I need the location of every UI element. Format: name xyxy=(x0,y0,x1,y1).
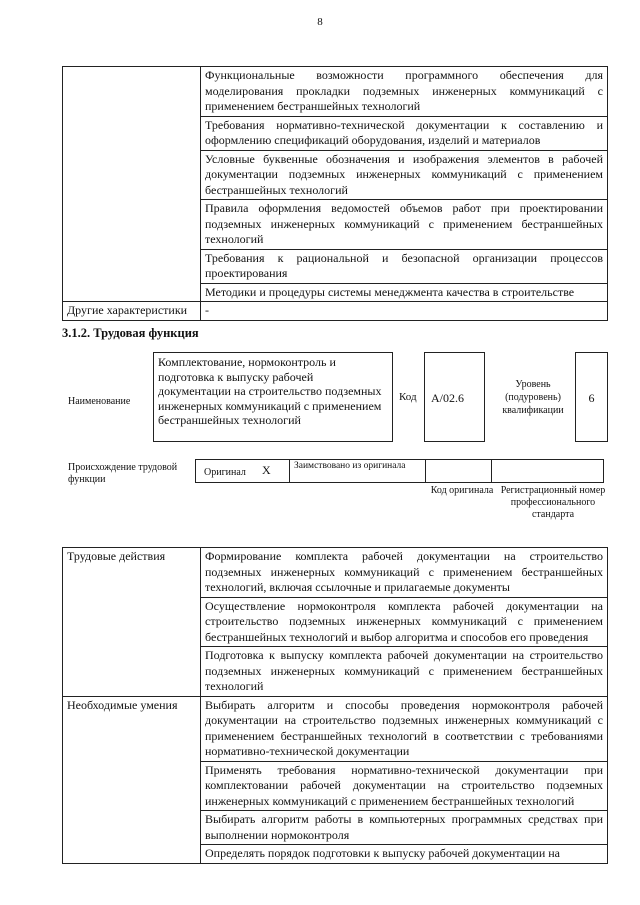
original-mark: X xyxy=(254,459,290,483)
table-cell: Осуществление нормоконтроля комплекта рабочей документации на строительство подземных инженерных коммуникаций с применением бестраншейных технологий и выбор алгоритма и способов его проведения xyxy=(201,597,608,647)
table-cell: Выбирать алгоритм и способы проведения нормоконтроля рабочей документации на строительство подземных инженерных коммуникаций с применением бестраншейных технологий в соответствии с требованиями нормативно-технической документации xyxy=(201,696,608,761)
origin-code-cell xyxy=(425,459,492,483)
original-cell: Оригинал xyxy=(195,459,255,483)
level-label: Уровень (подуровень) квалификации xyxy=(502,379,564,416)
labor-actions-table xyxy=(62,547,608,864)
borrowed-cell: Заимствовано из оригинала xyxy=(289,459,426,483)
table-cell: Функциональные возможности программного обеспечения для моделирования прокладки подземных инженерных коммуникаций с применением бестраншейных технологий xyxy=(201,67,608,117)
function-code-box: А/02.6 xyxy=(424,352,485,442)
table-row xyxy=(63,67,608,117)
row-label xyxy=(63,67,201,302)
table-cell: Методики и процедуры системы менеджмента качества в строительстве xyxy=(201,283,608,302)
registration-number-cell xyxy=(491,459,604,483)
table-cell: Формирование комплекта рабочей документации на строительство подземных инженерных коммуникаций с применением бестраншейных технологий, включая ссылочные и прилагаемые документы xyxy=(201,548,608,598)
table-cell: Подготовка к выпуску комплекта рабочей документации на строительство подземных инженерных коммуникаций с применением бестраншейных технологий xyxy=(201,647,608,697)
table-cell: Условные буквенные обозначения и изображения элементов в рабочей документации подземных инженерных коммуникаций с применением бестраншейных технологий xyxy=(201,150,608,200)
table-row xyxy=(63,548,608,598)
table-cell: Выбирать алгоритм работы в компьютерных программных средствах при выполнении нормоконтроля xyxy=(201,811,608,845)
table-cell: Определять порядок подготовки к выпуску рабочей документации на xyxy=(201,845,608,864)
page-number: 8 xyxy=(317,16,323,28)
origin-label: Происхождение трудовой функции xyxy=(68,462,178,485)
table-cell: - xyxy=(201,302,608,321)
code-caption: Код оригинала xyxy=(430,485,494,496)
section-title: 3.1.2. Трудовая функция xyxy=(62,326,199,340)
registration-caption: Регистрационный номер профессионального стандарта xyxy=(500,485,606,520)
table-cell: Требования нормативно-технической документации к составлению и оформлению спецификаций оборудования, изделий и материалов xyxy=(201,116,608,150)
table-row xyxy=(63,302,608,321)
knowledge-table xyxy=(62,66,608,321)
level-value-box: 6 xyxy=(575,352,608,442)
table-cell: Применять требования нормативно-технической документации при комплектовании рабочей документации на строительство подземных инженерных коммуникаций с применением бестраншейных технологий xyxy=(201,761,608,811)
code-label: Код xyxy=(399,391,417,403)
name-label: Наименование xyxy=(68,396,131,407)
table-cell: Правила оформления ведомостей объемов работ при проектировании подземных инженерных коммуникаций с применением бестраншейных технологий xyxy=(201,200,608,250)
row-label-other: Другие характеристики xyxy=(63,302,201,321)
row-label-actions: Трудовые действия xyxy=(63,548,201,697)
origin-row xyxy=(196,459,608,483)
table-row xyxy=(63,696,608,761)
table-cell: Требования к рациональной и безопасной организации процессов проектирования xyxy=(201,249,608,283)
row-label-skills: Необходимые умения xyxy=(63,696,201,863)
function-name-box: Комплектование, нормоконтроль и подготовка к выпуску рабочей документации на строительство подземных инженерных коммуникаций с применением бестраншейных технологий xyxy=(153,352,393,442)
